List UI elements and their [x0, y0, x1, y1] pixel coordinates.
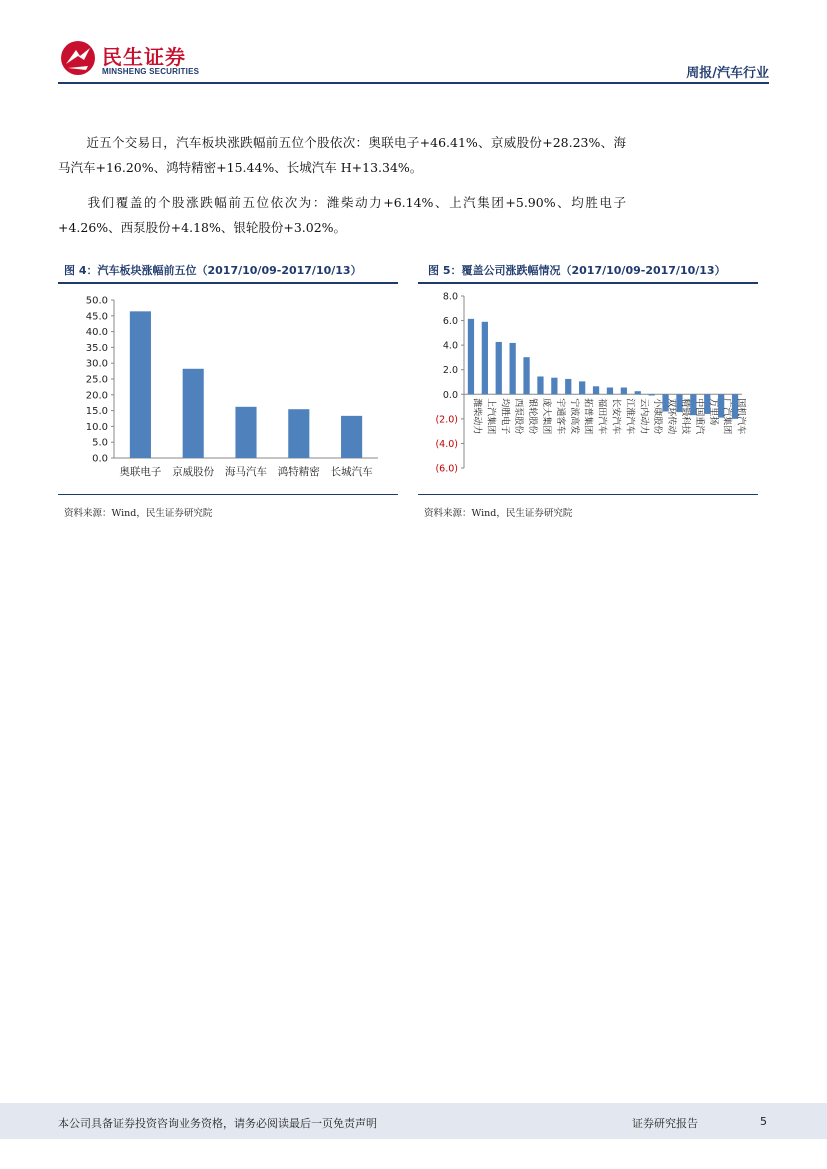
- company-logo: [60, 40, 220, 80]
- x-category-label: 小康股份: [652, 398, 663, 435]
- y-tick-label: 45.0: [85, 311, 108, 323]
- figure-4-top-rule: [58, 282, 398, 284]
- bar-3: [235, 407, 256, 458]
- bar-5: [341, 416, 362, 458]
- x-category-label: 江淮汽车: [624, 398, 635, 435]
- figure-4-bottom-rule: [58, 494, 398, 495]
- bar-6: [537, 376, 543, 394]
- paragraph-text: 我们覆盖的个股涨跌幅前五位依次为：潍柴动力+6.14%、上汽集团+5.90%、均胜电子+4.26%、西泵股份+4.18%、银轮股份+3.02%。: [58, 195, 626, 235]
- y-tick-label: (4.0): [435, 438, 458, 450]
- bar-14: [649, 394, 655, 395]
- figure-5-chart: [418, 286, 758, 492]
- x-category-label: 福田汽车: [596, 398, 607, 435]
- bar-12: [621, 388, 627, 395]
- x-category-label: 宁波高发: [568, 398, 579, 435]
- bar-1: [468, 319, 474, 394]
- y-tick-label: 5.0: [92, 437, 108, 449]
- bar-3: [496, 342, 502, 394]
- x-category-label: 京威股份: [172, 466, 215, 478]
- y-tick-label: 25.0: [85, 374, 108, 386]
- figure-5-top-rule: [418, 282, 758, 284]
- bar-9: [579, 381, 585, 394]
- x-category-label: 庞大集团: [540, 398, 551, 435]
- page-number: 5: [760, 1115, 767, 1128]
- x-category-label: 万里扬: [707, 398, 718, 426]
- figure-5-source: 资料来源：Wind，民生证券研究院: [424, 508, 573, 519]
- footer-disclaimer: 本公司具备证券投资咨询业务资格，请务必阅读最后一页免责声明: [58, 1117, 377, 1130]
- y-tick-label: 50.0: [85, 295, 108, 307]
- bar-2: [482, 322, 488, 394]
- y-tick-label: 30.0: [85, 358, 108, 370]
- bar-1: [130, 311, 151, 458]
- y-tick-label: 4.0: [442, 340, 458, 352]
- report-section-label: 周报/汽车行业: [686, 66, 769, 81]
- y-tick-label: 8.0: [442, 291, 458, 303]
- x-category-label: 上汽集团: [485, 398, 496, 435]
- y-tick-label: (6.0): [435, 463, 458, 475]
- logo-chinese-name: 民生证券: [102, 45, 186, 69]
- x-category-label: 长安汽车: [610, 398, 621, 435]
- x-category-label: 鸿特精密: [277, 466, 320, 478]
- x-category-label: 西泵股份: [513, 398, 524, 435]
- y-tick-label: 2.0: [442, 365, 458, 377]
- x-category-label: 中国重汽: [693, 398, 704, 435]
- bar-8: [565, 379, 571, 394]
- x-category-label: 宇通客车: [554, 398, 565, 435]
- figure-5-title: 图 5：覆盖公司涨跌幅情况（2017/10/09-2017/10/13）: [428, 264, 726, 277]
- bar-11: [607, 388, 613, 395]
- bar-2: [183, 369, 204, 458]
- x-category-label: 双环传动: [666, 398, 677, 435]
- x-category-label: 银轮股份: [527, 398, 538, 435]
- y-tick-label: 0.0: [92, 453, 108, 465]
- logo-mark-icon: [60, 40, 96, 76]
- x-category-label: 海马汽车: [225, 466, 267, 478]
- y-tick-label: 0.0: [442, 389, 458, 401]
- x-category-label: 潍柴动力: [471, 398, 482, 435]
- figure-4-source: 资料来源：Wind，民生证券研究院: [64, 508, 213, 519]
- y-tick-label: 6.0: [442, 316, 458, 328]
- paragraph-text: 近五个交易日，汽车板块涨跌幅前五位个股依次：奥联电子+46.41%、京威股份+28.23%、海马汽车+16.20%、鸿特精密+15.44%、长城汽车 H+13.34%。: [58, 135, 626, 175]
- y-tick-label: 40.0: [85, 327, 108, 339]
- figure-4-chart: [58, 286, 398, 492]
- bar-10: [593, 386, 599, 394]
- paragraph-covered-stocks: [58, 190, 626, 240]
- figure-5-bottom-rule: [418, 494, 758, 495]
- footer-report-type: 证券研究报告: [632, 1117, 698, 1130]
- bar-5: [523, 357, 529, 394]
- paragraph-top-gainers: [58, 130, 626, 180]
- x-category-label: 奥联电子: [119, 466, 162, 478]
- x-category-label: 长城汽车: [330, 466, 373, 478]
- x-category-label: 拓普集团: [582, 398, 593, 435]
- y-tick-label: 10.0: [85, 421, 108, 433]
- bar-4: [510, 343, 516, 394]
- bar-7: [551, 378, 557, 395]
- x-category-label: 均胜电子: [499, 398, 510, 435]
- figure-4-title: 图 4：汽车板块涨幅前五位（2017/10/09-2017/10/13）: [64, 264, 362, 277]
- y-tick-label: (2.0): [435, 414, 458, 426]
- x-category-label: 精锻科技: [679, 398, 690, 435]
- y-tick-label: 20.0: [85, 390, 108, 402]
- x-category-label: 国机汽车: [735, 398, 746, 435]
- x-category-label: 云内动力: [638, 398, 649, 435]
- header-divider: [58, 82, 769, 84]
- bar-13: [635, 391, 641, 394]
- page-footer: [0, 1103, 827, 1139]
- x-category-label: 广汽集团: [721, 398, 732, 435]
- logo-english-name: MINSHENG SECURITIES: [102, 67, 200, 76]
- y-tick-label: 15.0: [85, 406, 108, 418]
- bar-4: [288, 409, 309, 458]
- y-tick-label: 35.0: [85, 342, 108, 354]
